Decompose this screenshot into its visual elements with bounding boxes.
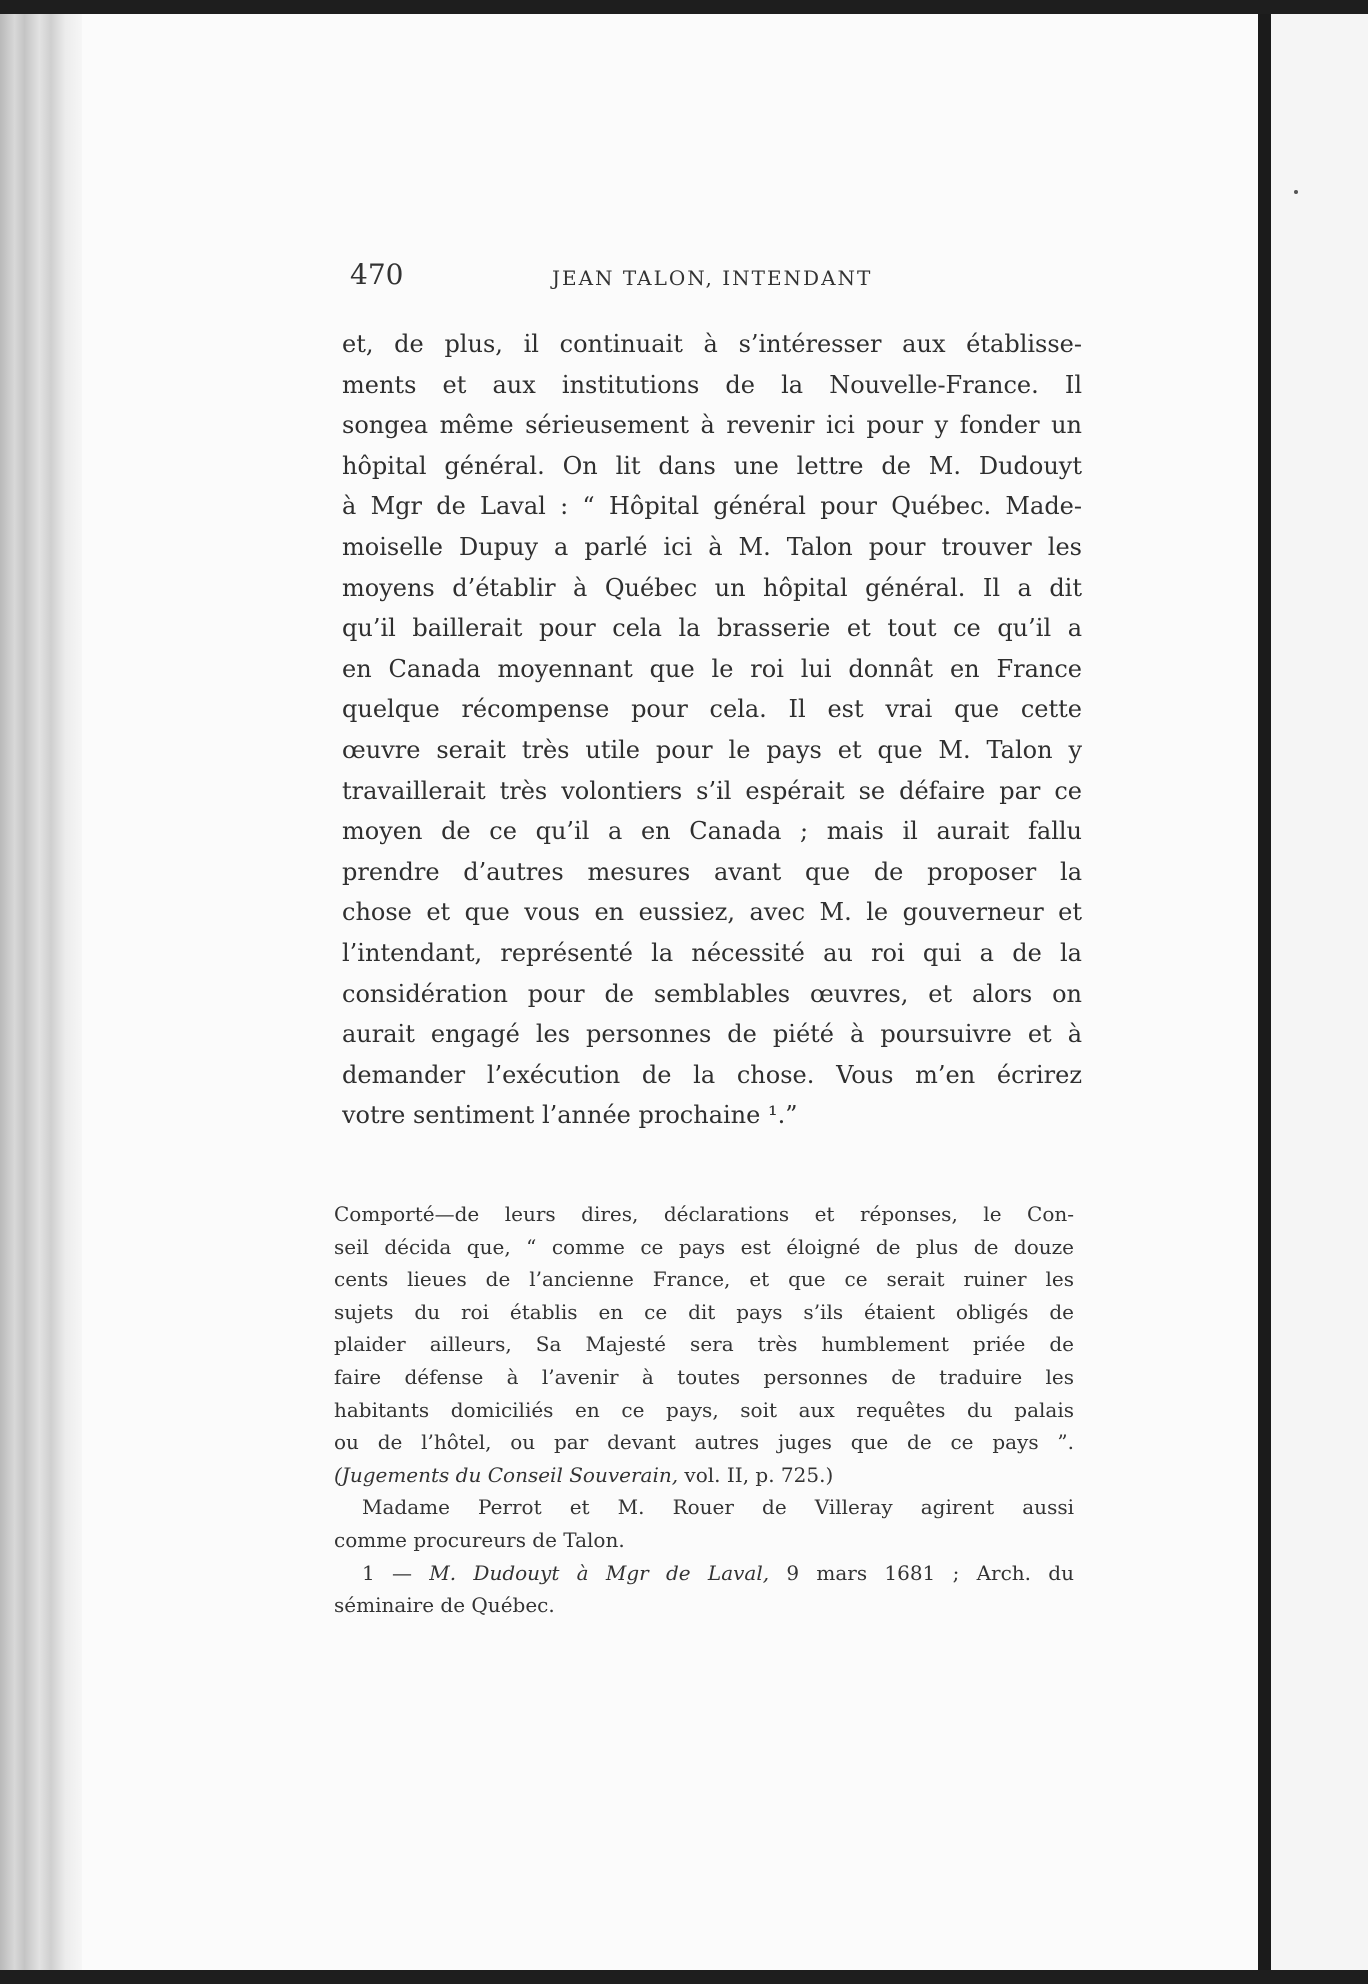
- facing-page: [1271, 14, 1368, 1970]
- body-line: moyens d’établir à Québec un hôpital général. Il a dit: [342, 573, 1082, 602]
- footnotes: [334, 1198, 1074, 1622]
- body-line: demander l’exécution de la chose. Vous m’en écrirez: [342, 1060, 1082, 1089]
- body-line: travaillerait très volontiers s’il espérait se défaire par ce: [342, 776, 1082, 805]
- citation-reference: vol. II, p. 725.): [678, 1462, 834, 1487]
- page-number: 470: [350, 258, 404, 291]
- footnote-line: sujets du roi établis en ce dit pays s’ils étaient obligés de: [334, 1299, 1074, 1324]
- body-line: quelque récompense pour cela. Il est vrai que cette: [342, 695, 1082, 724]
- footnote-line: plaider ailleurs, Sa Majesté sera très humblement priée de: [334, 1332, 1074, 1357]
- running-title: JEAN TALON, INTENDANT: [552, 266, 873, 290]
- page-stack-edges: [0, 14, 82, 1970]
- facing-page-mark: [1294, 190, 1298, 194]
- body-line: ments et aux institutions de la Nouvelle-France. Il: [342, 370, 1082, 399]
- body-line: à Mgr de Laval : “ Hôpital général pour Québec. Made-: [342, 492, 1082, 521]
- footnote-line: comme procureurs de Talon.: [334, 1527, 625, 1552]
- footnote-line: Comporté—de leurs dires, déclarations et réponses, le Con-: [334, 1202, 1074, 1226]
- footnote-1-title: M. Dudouyt à Mgr de Laval,: [429, 1560, 770, 1585]
- footnote-line: cents lieues de l’ancienne France, et que ce serait ruiner les: [334, 1267, 1074, 1292]
- citation-title: (Jugements du Conseil Souverain,: [334, 1462, 679, 1487]
- footnote-line: ou de l’hôtel, ou par devant autres juges que de ce pays ”.: [334, 1430, 1074, 1455]
- footnote-line: habitants domiciliés en ce pays, soit aux requêtes du palais: [334, 1397, 1074, 1422]
- footnote-line: faire défense à l’avenir à toutes personnes de traduire les: [334, 1364, 1074, 1389]
- body-line: prendre d’autres mesures avant que de proposer la: [342, 857, 1082, 886]
- body-line: moiselle Dupuy a parlé ici à M. Talon pour trouver les: [342, 532, 1082, 561]
- body-text: [342, 324, 1082, 1136]
- body-line: l’intendant, représenté la nécessité au roi qui a de la: [342, 938, 1082, 967]
- footnote-line: séminaire de Québec.: [334, 1593, 555, 1618]
- body-line: aurait engagé les personnes de piété à poursuivre et à: [342, 1020, 1082, 1049]
- footnote-line: seil décida que, “ comme ce pays est éloigné de plus de douze: [334, 1234, 1074, 1259]
- footnote-line: Madame Perrot et M. Rouer de Villeray agirent aussi: [362, 1495, 1074, 1520]
- scan-border-top: [0, 0, 1368, 14]
- book-gutter: [1258, 14, 1271, 1970]
- footnote-1-reference: 9 mars 1681 ; Arch. du: [769, 1560, 1074, 1585]
- body-line: hôpital général. On lit dans une lettre de M. Dudouyt: [342, 451, 1082, 480]
- body-line: œuvre serait très utile pour le pays et que M. Talon y: [342, 735, 1082, 764]
- body-line: votre sentiment l’année prochaine ¹.”: [342, 1101, 798, 1130]
- scan-border-bottom: [0, 1970, 1368, 1984]
- body-line: songea même sérieusement à revenir ici pour y fonder un: [342, 411, 1082, 440]
- body-line: et, de plus, il continuait à s’intéresser aux établisse-: [342, 330, 1082, 358]
- footnote-1: [334, 1557, 1074, 1590]
- footnote-marker: 1 —: [362, 1560, 430, 1585]
- footnote-citation: [334, 1459, 1074, 1492]
- body-line: considération pour de semblables œuvres, et alors on: [342, 979, 1082, 1008]
- body-line: en Canada moyennant que le roi lui donnât en France: [342, 654, 1082, 683]
- body-line: qu’il baillerait pour cela la brasserie et tout ce qu’il a: [342, 614, 1082, 643]
- body-line: chose et que vous en eussiez, avec M. le gouverneur et: [342, 898, 1082, 927]
- body-line: moyen de ce qu’il a en Canada ; mais il aurait fallu: [342, 817, 1082, 846]
